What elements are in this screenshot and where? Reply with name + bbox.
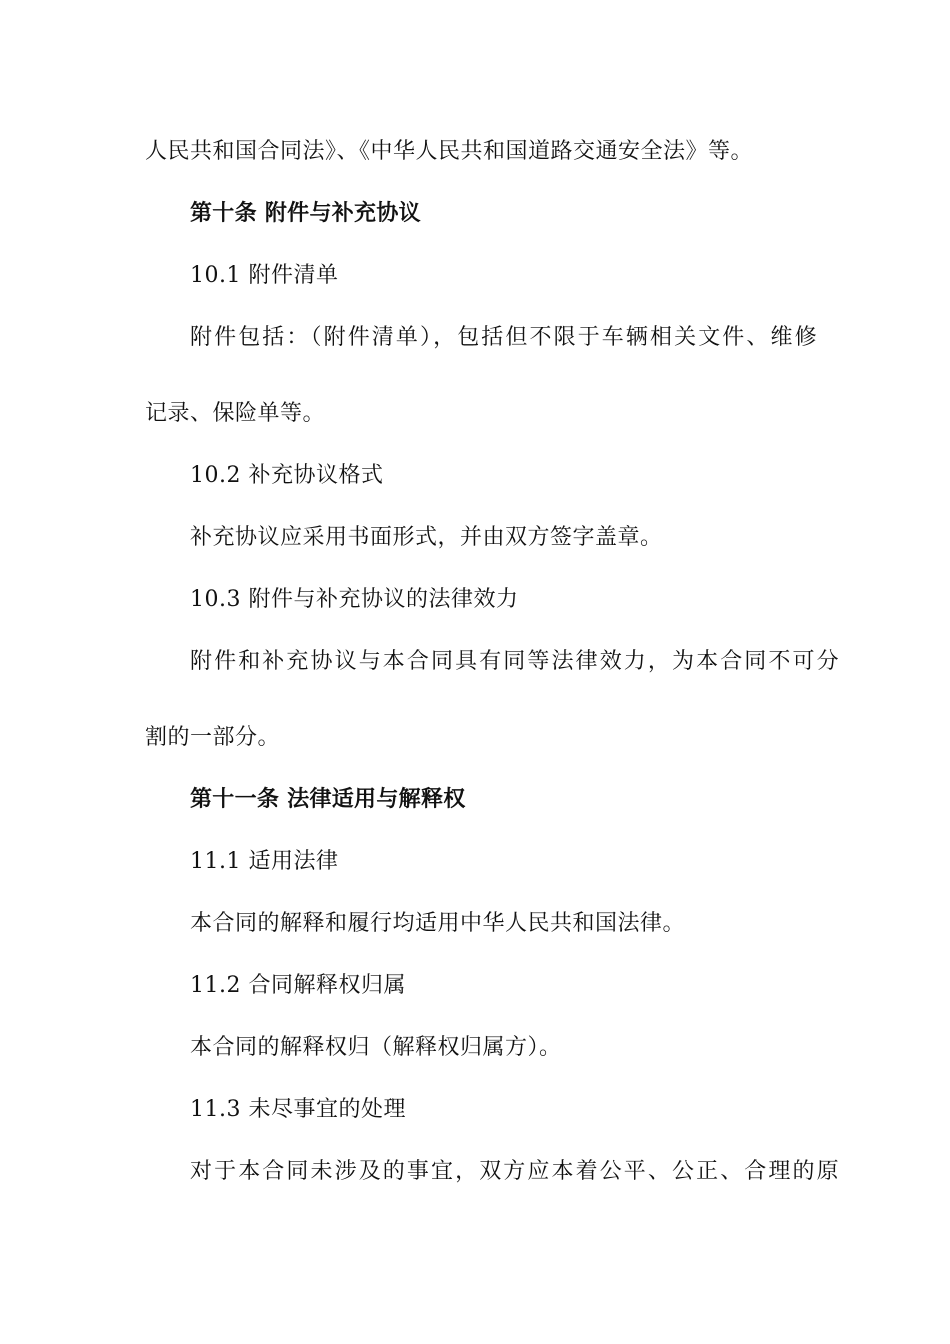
body-text-line: 补充协议应采用书面形式，并由双方签字盖章。 xyxy=(190,525,663,550)
body-text-line: 本合同的解释和履行均适用中华人民共和国法律。 xyxy=(190,911,686,936)
body-text-line: 本合同的解释权归（解释权归属方）。 xyxy=(190,1035,562,1060)
clause-heading: 11.2 合同解释权归属 xyxy=(190,973,406,998)
article-heading: 第十条 附件与补充协议 xyxy=(190,201,421,226)
body-text-line: 附件包括：（附件清单），包括但不限于车辆相关文件、维修 xyxy=(190,325,819,350)
clause-heading: 10.1 附件清单 xyxy=(190,263,339,288)
body-text-line: 记录、保险单等。 xyxy=(145,401,326,426)
clause-heading: 11.1 适用法律 xyxy=(190,849,339,874)
body-text-line: 附件和补充协议与本合同具有同等法律效力，为本合同不可分 xyxy=(190,649,841,674)
clause-heading: 10.3 附件与补充协议的法律效力 xyxy=(190,587,519,612)
body-text-line: 割的一部分。 xyxy=(145,725,281,750)
clause-heading: 11.3 未尽事宜的处理 xyxy=(190,1097,406,1122)
body-text-line: 人民共和国合同法》、《中华人民共和国道路交通安全法》等。 xyxy=(145,139,754,164)
article-heading: 第十一条 法律适用与解释权 xyxy=(190,787,466,812)
clause-heading: 10.2 补充协议格式 xyxy=(190,463,384,488)
body-text-line: 对于本合同未涉及的事宜，双方应本着公平、公正、合理的原 xyxy=(190,1159,841,1184)
